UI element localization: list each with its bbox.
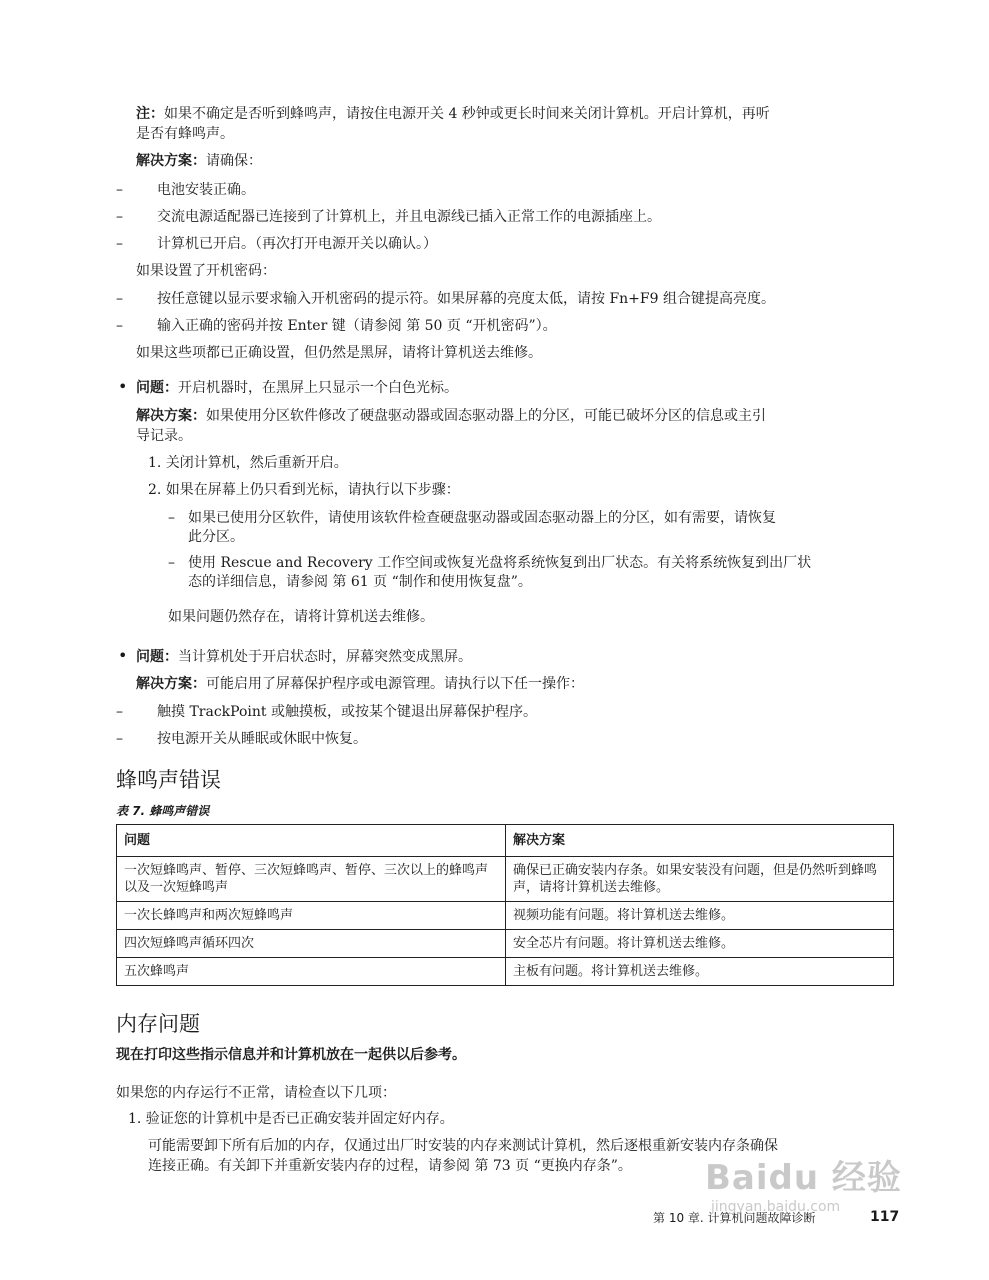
password-intro: 如果设置了开机密码：	[136, 263, 276, 279]
solution-label: 解决方案：	[136, 676, 206, 692]
dash-marker: –	[116, 182, 123, 198]
dash-marker: –	[116, 291, 123, 307]
problem2-solution-line-2: 导记录。	[136, 428, 192, 444]
table-row	[117, 857, 894, 902]
table-cell-solution: 主板有问题。将计算机送去维修。	[506, 958, 894, 986]
memory-step-1-detail-line-2: 连接正确。有关卸下并重新安装内存的过程，请参阅 第 73 页 “更换内存条”。	[148, 1158, 632, 1174]
check-item: 电池安装正确。	[157, 182, 255, 198]
memory-heading: 内存问题	[116, 1012, 200, 1036]
dash-marker: –	[116, 209, 123, 225]
password-step: 输入正确的密码并按 Enter 键（请参阅 第 50 页 “开机密码”）。	[157, 318, 557, 334]
solution-text: 如果使用分区软件修改了硬盘驱动器或固态驱动器上的分区，可能已破坏分区的信息或主引	[206, 408, 766, 424]
column-header-solution: 解决方案	[506, 825, 894, 857]
problem-text: 当计算机处于开启状态时，屏幕突然变成黑屏。	[178, 649, 472, 665]
problem2-substep-1-line-1: 如果已使用分区软件，请使用该软件检查硬盘驱动器或固态驱动器上的分区，如有需要，请恢复	[188, 510, 776, 526]
bullet-marker: •	[118, 377, 128, 396]
table-row	[117, 930, 894, 958]
dash-marker: –	[116, 731, 123, 747]
problem2-persist: 如果问题仍然存在，请将计算机送去维修。	[168, 609, 434, 625]
memory-intro: 如果您的内存运行不正常，请检查以下几项：	[116, 1085, 396, 1101]
password-step: 按任意键以显示要求输入开机密码的提示符。如果屏幕的亮度太低，请按 Fn+F9 组合键提高亮度。	[157, 291, 775, 307]
beep-heading: 蜂鸣声错误	[116, 768, 221, 792]
check-item: 计算机已开启。（再次打开电源开关以确认。）	[157, 236, 437, 252]
baidu-watermark	[705, 1158, 955, 1238]
table-caption: 表 7. 蜂鸣声错误	[116, 804, 210, 818]
solution-label: 解决方案：	[136, 153, 206, 169]
solution-text: 可能启用了屏幕保护程序或电源管理。请执行以下任一操作：	[206, 676, 584, 692]
watermark-brand: Baidu 经验	[705, 1158, 902, 1198]
dash-marker: –	[116, 704, 123, 720]
table-cell-solution: 确保已正确安装内存条。如果安装没有问题，但是仍然听到蜂鸣声，请将计算机送去维修。	[506, 857, 894, 902]
problem2-line	[136, 378, 458, 398]
solution-line	[136, 151, 262, 171]
table-cell-solution: 视频功能有问题。将计算机送去维修。	[506, 902, 894, 930]
note-label: 注：	[136, 106, 164, 122]
solution-text: 请确保：	[206, 153, 262, 169]
problem-label: 问题：	[136, 649, 178, 665]
table-row	[117, 902, 894, 930]
problem3-line	[136, 647, 472, 667]
memory-step-1-detail-line-1: 可能需要卸下所有后加的内存，仅通过出厂时安装的内存来测试计算机，然后逐根重新安装内存条确保	[148, 1138, 778, 1154]
problem2-substep-1-line-2: 此分区。	[188, 529, 244, 545]
problem2-substep-2-line-1: 使用 Rescue and Recovery 工作空间或恢复光盘将系统恢复到出厂状态。有关将系统恢复到出厂状	[188, 555, 812, 571]
check-item: 交流电源适配器已连接到了计算机上，并且电源线已插入正常工作的电源插座上。	[157, 209, 661, 225]
print-note: 现在打印这些指示信息并和计算机放在一起供以后参考。	[116, 1047, 466, 1063]
table-cell-problem: 四次短蜂鸣声循环四次	[117, 930, 506, 958]
dash-marker: –	[168, 510, 175, 526]
table-cell-problem: 一次短蜂鸣声、暂停、三次短蜂鸣声、暂停、三次以上的蜂鸣声以及一次短蜂鸣声	[117, 857, 506, 902]
note-line-2: 是否有蜂鸣声。	[136, 126, 234, 142]
problem2-step-2: 2. 如果在屏幕上仍只看到光标，请执行以下步骤：	[148, 482, 460, 498]
problem2-solution-line-1	[136, 406, 896, 426]
table-cell-solution: 安全芯片有问题。将计算机送去维修。	[506, 930, 894, 958]
note-line-1	[136, 104, 896, 124]
solution-label: 解决方案：	[136, 408, 206, 424]
table-header-row	[117, 825, 894, 857]
problem-text: 开启机器时，在黑屏上只显示一个白色光标。	[178, 380, 458, 396]
problem3-action: 按电源开关从睡眠或休眠中恢复。	[157, 731, 367, 747]
table-cell-problem: 一次长蜂鸣声和两次短蜂鸣声	[117, 902, 506, 930]
watermark-url: jingyan.baidu.com	[711, 1199, 841, 1215]
bullet-marker: •	[118, 646, 128, 665]
memory-step-1: 1. 验证您的计算机中是否已正确安装并固定好内存。	[128, 1111, 454, 1127]
problem2-substep-2-line-2: 态的详细信息，请参阅 第 61 页 “制作和使用恢复盘”。	[188, 574, 532, 590]
table-row	[117, 958, 894, 986]
dash-marker: –	[116, 318, 123, 334]
problem-label: 问题：	[136, 380, 178, 396]
problem3-action: 触摸 TrackPoint 或触摸板，或按某个键退出屏幕保护程序。	[157, 704, 538, 720]
page-number: 117	[870, 1209, 900, 1225]
footer-chapter: 第 10 章. 计算机问题故障诊断	[653, 1211, 816, 1225]
table-cell-problem: 五次蜂鸣声	[117, 958, 506, 986]
problem2-step-1: 1. 关闭计算机，然后重新开启。	[148, 455, 348, 471]
column-header-problem: 问题	[117, 825, 506, 857]
still-black-text: 如果这些项都已正确设置，但仍然是黑屏，请将计算机送去维修。	[136, 345, 542, 361]
problem3-solution-line	[136, 674, 584, 694]
dash-marker: –	[116, 236, 123, 252]
dash-marker: –	[168, 555, 175, 571]
beep-error-table	[116, 824, 894, 986]
note-text: 如果不确定是否听到蜂鸣声，请按住电源开关 4 秒钟或更长时间来关闭计算机。开启计算机，再听	[164, 106, 770, 122]
